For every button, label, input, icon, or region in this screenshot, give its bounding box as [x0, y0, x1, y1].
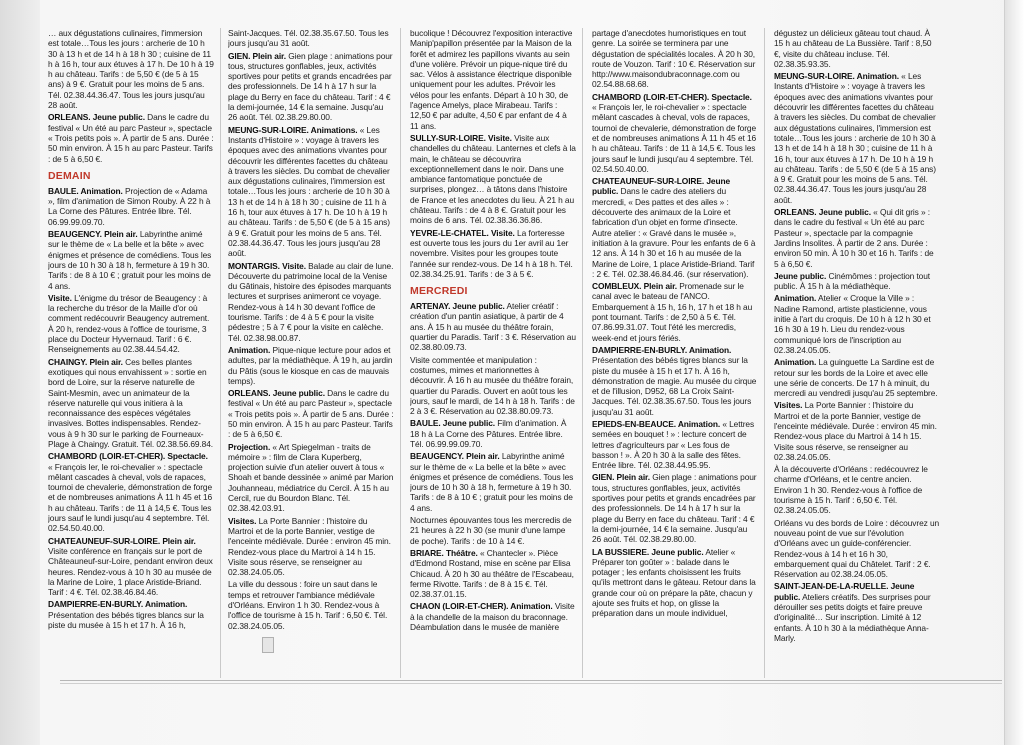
entry-title: ORLEANS. Jeune public.: [228, 388, 325, 399]
entry-title: MEUNG-SUR-LOIRE. Animation.: [774, 71, 899, 82]
agenda-entry: [410, 418, 576, 449]
entry-title: BAULE. Animation.: [48, 185, 123, 196]
column-2: [228, 28, 394, 678]
agenda-entry: [774, 518, 940, 580]
entry-text: Dans le cadre des ateliers du mercredi, « Des pattes et des ailes » : découverte des animaux de la Loire et fabrication d'un objet en forme d'insecte. Autre atelier : « Gravé dans le musée », initiation à la gravure. Pour les enfants de 6 à 12 ans. À 14 h 30 et 16 h au musée de la Marine de Loire, 1 place Aristide-Briand. Tarif : 2 €. Tél. 02.38.46.84.46. (sur réservation).: [592, 186, 756, 279]
entry-title: CHAON (LOIR-ET-CHER). Animation.: [410, 601, 553, 612]
entry-title: CHATEAUNEUF-SUR-LOIRE. Jeune public.: [592, 176, 731, 197]
entry-text: Atelier « Préparer ton goûter » : balade dans le potager ; les enfants choisissent les fruits qu'ils mettront dans le gâteau. Retour dans la grande cour où on prépare la pâte, chacun y ajoute ses fruits et hop, on glisse la préparation dans un moule individuel,: [592, 546, 756, 619]
entry-text: Atelier créatif : création d'un pantin asiatique, à partir de 4 ans. À 15 h au musée du théâtre forain, quartier du Paradis. Tarif : 3 €. Réservation au 02.38.80.09.73.: [410, 301, 576, 353]
entry-title: CHATEAUNEUF-SUR-LOIRE. Plein air.: [48, 535, 196, 546]
agenda-entry: [228, 345, 394, 386]
agenda-entry: [410, 133, 576, 226]
entry-text: Visite à la chandelle de la maison du braconnage. Déambulation dans le musée de manière: [410, 601, 575, 633]
agenda-entry: [592, 472, 758, 544]
entry-text: partage d'anecdotes humoristiques en tout genre. La soirée se terminera par une dégustation de spécialités locales. À 20 h 30, route de Vouzon. Tarif : 10 €. Réservation sur http://www.maisondubraconnage.com ou 02.54.88.68.68.: [592, 28, 756, 90]
entry-title: GIEN. Plein air.: [228, 50, 286, 61]
agenda-entry: [48, 451, 214, 533]
agenda-entry: [592, 176, 758, 279]
entry-text: « Qui dit gris » : dans le cadre du festival « Un été au parc Pasteur », spectacle par la compagnie Jardins Insolites. À partir de 2 ans. Durée : environ 50 min. À 10 h 30 et 16 h. Tarifs : de 5 à 6,50 €.: [774, 207, 934, 269]
agenda-entry: [774, 271, 940, 292]
agenda-entry: [410, 515, 576, 546]
entry-title: CHAMBORD (LOIR-ET-CHER). Spectacle.: [592, 91, 752, 102]
entry-text: Présentation des bébés tigres blancs sur la piste du musée à 15 h et 17 h. À 16 h,: [48, 609, 204, 631]
entry-text: Pique-nique lecture pour ados et adultes, par la médiathèque. À 19 h, au jardin du Pâtis (sous le kiosque en cas de mauvais temps).: [228, 344, 393, 386]
agenda-entry: [410, 301, 576, 352]
entry-text: … aux dégustations culinaires, l'immersion est totale…Tous les jours : archerie de 10 h 30 à 13 h et de 14 h à 18 h 30 ; cuisine de 11 h à 16 h, tour aux étuves à 17 h. De 10 h à 19 h au château. Tarifs : de 5,50 € (de 5 à 15 ans) à 9 €. Gratuit pour les moins de 5 ans. Tél. 02.38.44.36.47. Tous les jours jusqu'au 28 août.: [48, 28, 214, 111]
entry-title: ARTENAY. Jeune public.: [410, 301, 505, 312]
entry-title: CHAMBORD (LOIR-ET-CHER). Spectacle.: [48, 451, 208, 462]
entry-text: La Porte Bannier : l'histoire du Martroi et de la porte Bannier, vestige de l'enceinte médiévale. Durée : environ 45 min. Rendez-vous place du Martroi à 14 h 15. Visite sous réserve, se renseigner au 02.38.24.05.05.: [774, 400, 937, 462]
agenda-entry: [48, 186, 214, 227]
entry-text: La ville du dessous : foire un saut dans le temps et retrouver l'ambiance médiévale d'Orléans. Environ 1 h 30. Rendez-vous à l'office de tourisme à 15 h. Tarif : 6,50 €. Tél. 02.38.24.05.05.: [228, 579, 388, 631]
entry-text: L'énigme du trésor de Beaugency : à la recherche du trésor de la Maille d'or où comment redécouvrir Beaugency autrement. À 20 h, rendez-vous à l'office de tourisme, 3 place du Docteur Hyvernaud. Tarif : 6 €. Renseignements au 02.38.44.54.42.: [48, 292, 210, 355]
entry-title: Visite.: [48, 292, 72, 303]
entry-title: Visites.: [774, 400, 803, 411]
page-left-edge: [0, 0, 40, 745]
agenda-entry: [48, 112, 214, 163]
agenda-entry: [228, 51, 394, 123]
agenda-entry: [410, 451, 576, 513]
column-rule: [582, 28, 583, 678]
column-5: [774, 28, 940, 678]
entry-text: La forteresse est ouverte tous les jours du 1er avril au 1er novembre. Visites pour les groupes toute l'année sur rendez-vous. De 14 h à 18 h. Tél. 02.38.34.25.91. Tarifs : de 3 à 5 €.: [410, 227, 573, 279]
agenda-entry: [592, 281, 758, 343]
entry-text: « François Ier, le roi-chevalier » : spectacle mêlant cascades à cheval, vols de rapaces, tournoi de chevalerie, démonstration de forge et de nombreuses animations À 11 h 45 et 16 h au château. Tarifs : de 11 à 14,5 €. Tous les jours sauf le lundi jusqu'au 4 septembre. Tél. 02.54.50.40.00.: [592, 102, 757, 174]
column-rule: [220, 28, 221, 678]
agenda-entry: [48, 599, 214, 630]
agenda-entry: [592, 345, 758, 417]
agenda-entry: [592, 92, 758, 174]
agenda-entry: [228, 388, 394, 439]
entry-title: Animation.: [774, 357, 817, 368]
staple-mark: [262, 637, 274, 653]
entry-text: Labyrinthe animé sur le thème de « La belle et la bête » avec énigmes et présence de comédiens. Tous les jours de 10 h 30 à 18 h, fermeture à 19 h 30. Tarifs : de 8 à 10 € ; gratuit pour les moins de 4 ans.: [48, 229, 212, 291]
entry-title: SULLY-SUR-LOIRE. Visite.: [410, 132, 512, 143]
agenda-entry: [774, 464, 940, 515]
column-4: [592, 28, 758, 678]
entry-text: « Lettres semées en bouquet ! » : lecture concert de lettres d'agriculteurs par « Les fous de basson ! ». À 20 h 30 à la salle des fêtes. Entrée libre. Tél. 02.38.44.95.95.: [592, 418, 755, 471]
entry-title: COMBLEUX. Plein air.: [592, 281, 678, 292]
entry-text: Gien plage : animations pour tous, structures gonflables, jeux, activités sportives pour petits et grands encadrées par des professionnels. De 14 h à 17 h sur la plage du Berry en face du château. Tarif : 4 € la demi-journée, 14 € la semaine. Jusqu'au 26 août. Tél. 02.38.29.80.00.: [592, 472, 757, 545]
agenda-entry: [228, 28, 394, 49]
entry-text: Visite commentée et manipulation : costumes, mimes et marionnettes à découvrir. À 16 h au musée du théâtre forain, quartier du Paradis. Ouvert en août tous les jours, sauf le mardi, de 14 h à 18 h. Tarifs : de 2 à 3 €. Réservation au 02.38.80.09.73.: [410, 354, 575, 417]
agenda-entry: [228, 125, 394, 259]
entry-text: Cinémômes : projection tout public. À 15 h à la médiathèque.: [774, 270, 931, 292]
agenda-entry: [48, 229, 214, 291]
agenda-entry: [48, 28, 214, 110]
agenda-entry: [410, 228, 576, 279]
agenda-entry: [48, 357, 214, 450]
bottom-rule: [60, 683, 1002, 684]
entry-title: BEAUGENCY. Plein air.: [48, 229, 138, 240]
entry-text: Balade au clair de lune. Découverte du patrimoine local de la Venise du Gâtinais, histoire des épisodes marquants lectures et surprises animeront ce voyage. Rendez-vous à 14 h 30 devant l'office de tourisme. Tarifs : de 4 à 5 € pour la visite pédestre ; 5 à 7 € pour la visite en calèche. Tél. 02.38.98.00.87.: [228, 260, 394, 343]
entry-text: Saint-Jacques. Tél. 02.38.35.67.50. Tous les jours jusqu'au 31 août.: [228, 28, 389, 49]
entry-text: « François Ier, le roi-chevalier » : spectacle mêlant cascades à cheval, vols de rapaces, tournoi de chevalerie, démonstration de forge et de nombreuses animations À 11 h 45 et 16 h au château. Tarifs : de 11 à 14,5 €. Tous les jours sauf le lundi jusqu'au 4 septembre. Tél. 02.54.50.40.00.: [48, 461, 213, 534]
column-1: [48, 28, 214, 678]
agenda-entry: [48, 293, 214, 355]
agenda-entry: [592, 28, 758, 90]
entry-title: BEAUGENCY. Plein air.: [410, 451, 500, 462]
agenda-entry: [410, 548, 576, 599]
entry-text: Présentation des bébés tigres blancs sur la piste du musée à 15 h et 17 h. À 16 h, démonstration de magie. Au musée du cirque et de l'illusion, D952, 68 La Croix Saint-Jacques. Tél. 02.38.35.67.50. Tous les jours jusqu'au 31 août.: [592, 355, 757, 417]
agenda-entry: [774, 71, 940, 205]
entry-text: Promenade sur le canal avec le bateau de l'ANCO. Embarquement à 15 h, 16 h, 17 h et 18 h au pont tournant. Tarifs : de 2,50 à 5 €. Tél. 07.86.99.31.07. Tout l'été les mercredis, week-end et jours fériés.: [592, 281, 753, 343]
agenda-entry: [774, 28, 940, 69]
page-spine: [1004, 0, 1024, 745]
agenda-entry: [228, 516, 394, 578]
entry-title: Visites.: [228, 515, 257, 526]
entry-text: Film d'animation. À 18 h à La Corne des Pâtures. Entrée libre. Tél. 06.99.99.09.70.: [410, 418, 567, 449]
column-rule: [764, 28, 765, 678]
entry-text: Nocturnes épouvantes tous les mercredis de 21 heures à 22 h 30 (se munir d'une lampe de poche). Tarifs : de 10 à 14 €.: [410, 515, 572, 546]
day-heading: MERCREDI: [410, 285, 468, 298]
column-3: [410, 28, 576, 678]
entry-title: Animation.: [774, 293, 817, 304]
agenda-entry: [774, 293, 940, 355]
entry-title: MEUNG-SUR-LOIRE. Animations.: [228, 124, 358, 135]
column-rule: [400, 28, 401, 678]
agenda-entry: [774, 581, 940, 643]
agenda-entry: [774, 400, 940, 462]
entry-text: Gien plage : animations pour tous, structures gonflables, jeux, activités sportives pour petits et grands encadrées par des professionnels. De 14 h à 17 h sur la plage du Berry en face du château. Tarif : 4 € la demi-journée, 14 € la semaine. Jusqu'au 26 août. Tél. 02.38.29.80.00.: [228, 50, 393, 123]
bottom-rule: [60, 680, 1002, 681]
entry-title: LA BUSSIERE. Jeune public.: [592, 546, 704, 557]
entry-text: Ateliers créatifs. Des surprises pour dérouiller ses petits doigts et faire preuve d'originalité… Sur inscription. Limité à 12 enfants. À 10 h 30 à la médiathèque Anna-Marly.: [774, 591, 931, 643]
entry-title: DAMPIERRE-EN-BURLY. Animation.: [592, 344, 732, 355]
entry-title: YEVRE-LE-CHATEL. Visite.: [410, 227, 515, 238]
entry-text: La Porte Bannier : l'histoire du Martroi et de la porte Bannier, vestige de l'enceinte médiévale. Durée : environ 45 min. Rendez-vous place du Martroi à 14 h 15. Visite sous réserve, se renseigner au 02.38.24.05.05.: [228, 515, 391, 578]
entry-title: Animation.: [228, 344, 271, 355]
agenda-entry: [410, 355, 576, 417]
entry-text: « Les Instants d'Histoire » : voyage à travers les époques avec des animations vivantes pour découvrir les différentes facettes du château à travers les siècles. Du combat de chevalier aux dégustations culinaires, l'immersion est totale…Tous les jours : archerie de 10 h 30 à 13 h et de 14 h à 18 h 30 ; cuisine de 11 h à 16 h, tour aux étuves à 17 h. De 10 h à 19 h au château. Tarifs : de 5,50 € (de 5 à 15 ans) à 9 €. Gratuit pour les moins de 5 ans. Tél. 02.38.44.36.47. Tous les jours jusqu'au 28 août.: [774, 71, 936, 205]
entry-text: La guinguette La Sardine est de retour sur les bords de la Loire et avec elle une série de concerts. De 17 h à minuit, du mercredi au vendredi jusqu'au 25 septembre.: [774, 357, 938, 399]
entry-text: Visite aux chandelles du château. Lanternes et clefs à la main, le château se découvrira exceptionnellement dans le noir. Dans une ambiance fantomatique ponctuée de surprises, plongez… à tâtons dans l'histoire de France et les anecdotes du lieu. À 21 h au château. Tarifs : de 4 à 8 €. Gratuit pour les moins de 6 ans. Tél. 02.38.36.36.86.: [410, 132, 576, 226]
entry-title: MONTARGIS. Visite.: [228, 260, 306, 271]
entry-text: Ces belles plantes exotiques qui nous envahissent » : sortie en bord de Loire, sur la réserve naturelle de Saint-Mesmin, avec un animateur de la réserve naturelle qui vous initiera à la reconnaissance des espèces végétales invasives. Bottes indispensables. Rendez-vous à 9 h 30 sur le parking de Fourneaux-Plage à Chaingy. Gratuit. Tél. 02.38.56.69.84.: [48, 356, 214, 449]
entry-text: bucolique ! Découvrez l'exposition interactive Manip'papillon présentée par la Maison de la forêt et admirez les papillons vivants au sein d'une volière. Prévoir un pique-nique tiré du sac. Vélos à assistance électrique disponible uniquement pour les adultes. Prévoir les vélos pour les enfants. Départ à 10 h 30, de l'agence Amelys, place Mirabeau. Tarifs : 12,50 € par adulte, 4,50 € par enfant de 4 à 11 ans.: [410, 28, 573, 131]
entry-text: « Chantecler ». Pièce d'Edmond Rostand, mise en scène par Elisa Chicaud. À 20 h 30 au théâtre de l'Escabeau, ferme Rivotte. Tarifs : de 8 à 15 €. Tél. 02.38.37.01.15.: [410, 547, 574, 600]
entry-text: Dans le cadre du festival « Un été au parc Pasteur », spectacle « Trois petits pois ». À partir de 5 ans. Durée : 50 min environ. À 15 h au parc Pasteur. Tarifs : de 5 à 6,50 €.: [228, 388, 394, 440]
day-heading: DEMAIN: [48, 169, 91, 182]
entry-text: Atelier « Croque la Ville » : Nadine Ramond, artiste plasticienne, vous initie à l'art du croquis. De 10 h à 12 h 30 et 16 h 30 à 19 h. Lieu du rendez-vous communiqué lors de l'inscription au 02.38.24.05.05.: [774, 293, 931, 355]
entry-title: DAMPIERRE-EN-BURLY. Animation.: [48, 599, 188, 610]
entry-title: SAINT-JEAN-DE-LA-RUELLE. Jeune public.: [774, 581, 915, 602]
agenda-entry: [774, 357, 940, 398]
entry-title: EPIEDS-EN-BEAUCE. Animation.: [592, 418, 721, 429]
agenda-entry: [410, 601, 576, 632]
entry-title: ORLEANS. Jeune public.: [48, 112, 145, 123]
entry-text: Visite conférence en français sur le port de Châteauneuf-sur-Loire, pendant environ deux heures. Rendez-vous à 10 h 30 au musée de la Marine de Loire, 1 place Aristide-Briand. Tarif : 4 €. Tél. 02.38.46.84.46.: [48, 545, 213, 598]
agenda-entry: [592, 419, 758, 470]
entry-title: BAULE. Jeune public.: [410, 418, 496, 429]
entry-text: « Art Spiegelman - traits de mémoire » : film de Clara Kuperberg, projection suivie d'un atelier ouvert à tous « Shoah et bande dessinée » animé par Marion Jouhanneau, médiatrice du Cercil. À 15 h au Cercil, rue du Bourdon Blanc. Tél. 02.38.42.03.91.: [228, 441, 394, 514]
entry-text: Projection de « Adama », film d'animation de Simon Rouby. À 22 h à La Corne des Pâtures. Entrée libre. Tél. 06.99.99.09.70.: [48, 185, 211, 227]
agenda-entry: [228, 442, 394, 514]
agenda-entry: [410, 28, 576, 131]
entry-text: dégustez un délicieux gâteau tout chaud. À 15 h au château de La Bussière. Tarif : 8,50 €, visite du château incluse. Tél. 02.38.35.93.35.: [774, 28, 932, 69]
agenda-entry: [48, 536, 214, 598]
entry-title: BRIARE. Théâtre.: [410, 547, 478, 558]
agenda-entry: [228, 261, 394, 343]
agenda-entry: [228, 579, 394, 630]
entry-text: Labyrinthe animé sur le thème de « La belle et la bête » avec énigmes et présence de comédiens. Tous les jours de 10 h 30 à 18 h, fermeture à 19 h 30. Tarifs : de 8 à 10 € ; gratuit pour les moins de 4 ans.: [410, 451, 574, 513]
entry-title: Jeune public.: [774, 270, 827, 281]
entry-text: À la découverte d'Orléans : redécouvrez le charme d'Orléans, et le centre ancien. Environ 1 h 30. Rendez-vous à l'office de tourisme à 15 h. Tarif : 6,50 €. Tél. 02.38.24.05.05.: [774, 464, 928, 516]
entry-title: Projection.: [228, 441, 271, 452]
entry-title: GIEN. Plein air.: [592, 472, 650, 483]
entry-text: Dans le cadre du festival « Un été au parc Pasteur », spectacle « Trois petits pois ». À partir de 5 ans. Durée : 50 min environ. À 15 h au parc Pasteur. Tarifs : de 5 à 6,50 €.: [48, 112, 214, 164]
entry-title: CHAINGY. Plein air.: [48, 356, 123, 367]
agenda-entry: [592, 547, 758, 619]
entry-title: ORLEANS. Jeune public.: [774, 207, 871, 218]
agenda-entry: [774, 207, 940, 269]
agenda-columns: [48, 28, 998, 678]
entry-text: Orléans vu des bords de Loire : découvrez un nouveau point de vue sur l'évolution d'Orléans avec un guide-conférencier. Rendez-vous à 14 h et 16 h 30, embarquement quai du Châtelet. Tarif : 2 €. Réservation au 02.38.24.05.05.: [774, 517, 940, 580]
entry-text: « Les Instants d'Histoire » : voyage à travers les époques avec des animations vivantes pour découvrir les différentes facettes du château à travers les siècles. Du combat de chevalier aux dégustations culinaires, l'immersion est totale…Tous les jours : archerie de 10 h 30 à 13 h et de 14 h à 18 h 30 ; cuisine de 11 h à 16 h, tour aux étuves à 17 h. De 10 h à 19 h au château. Tarifs : de 5,50 € (de 5 à 15 ans) à 9 €. Gratuit pour les moins de 5 ans. Tél. 02.38.44.36.47. Tous les jours jusqu'au 28 août.: [228, 124, 390, 259]
